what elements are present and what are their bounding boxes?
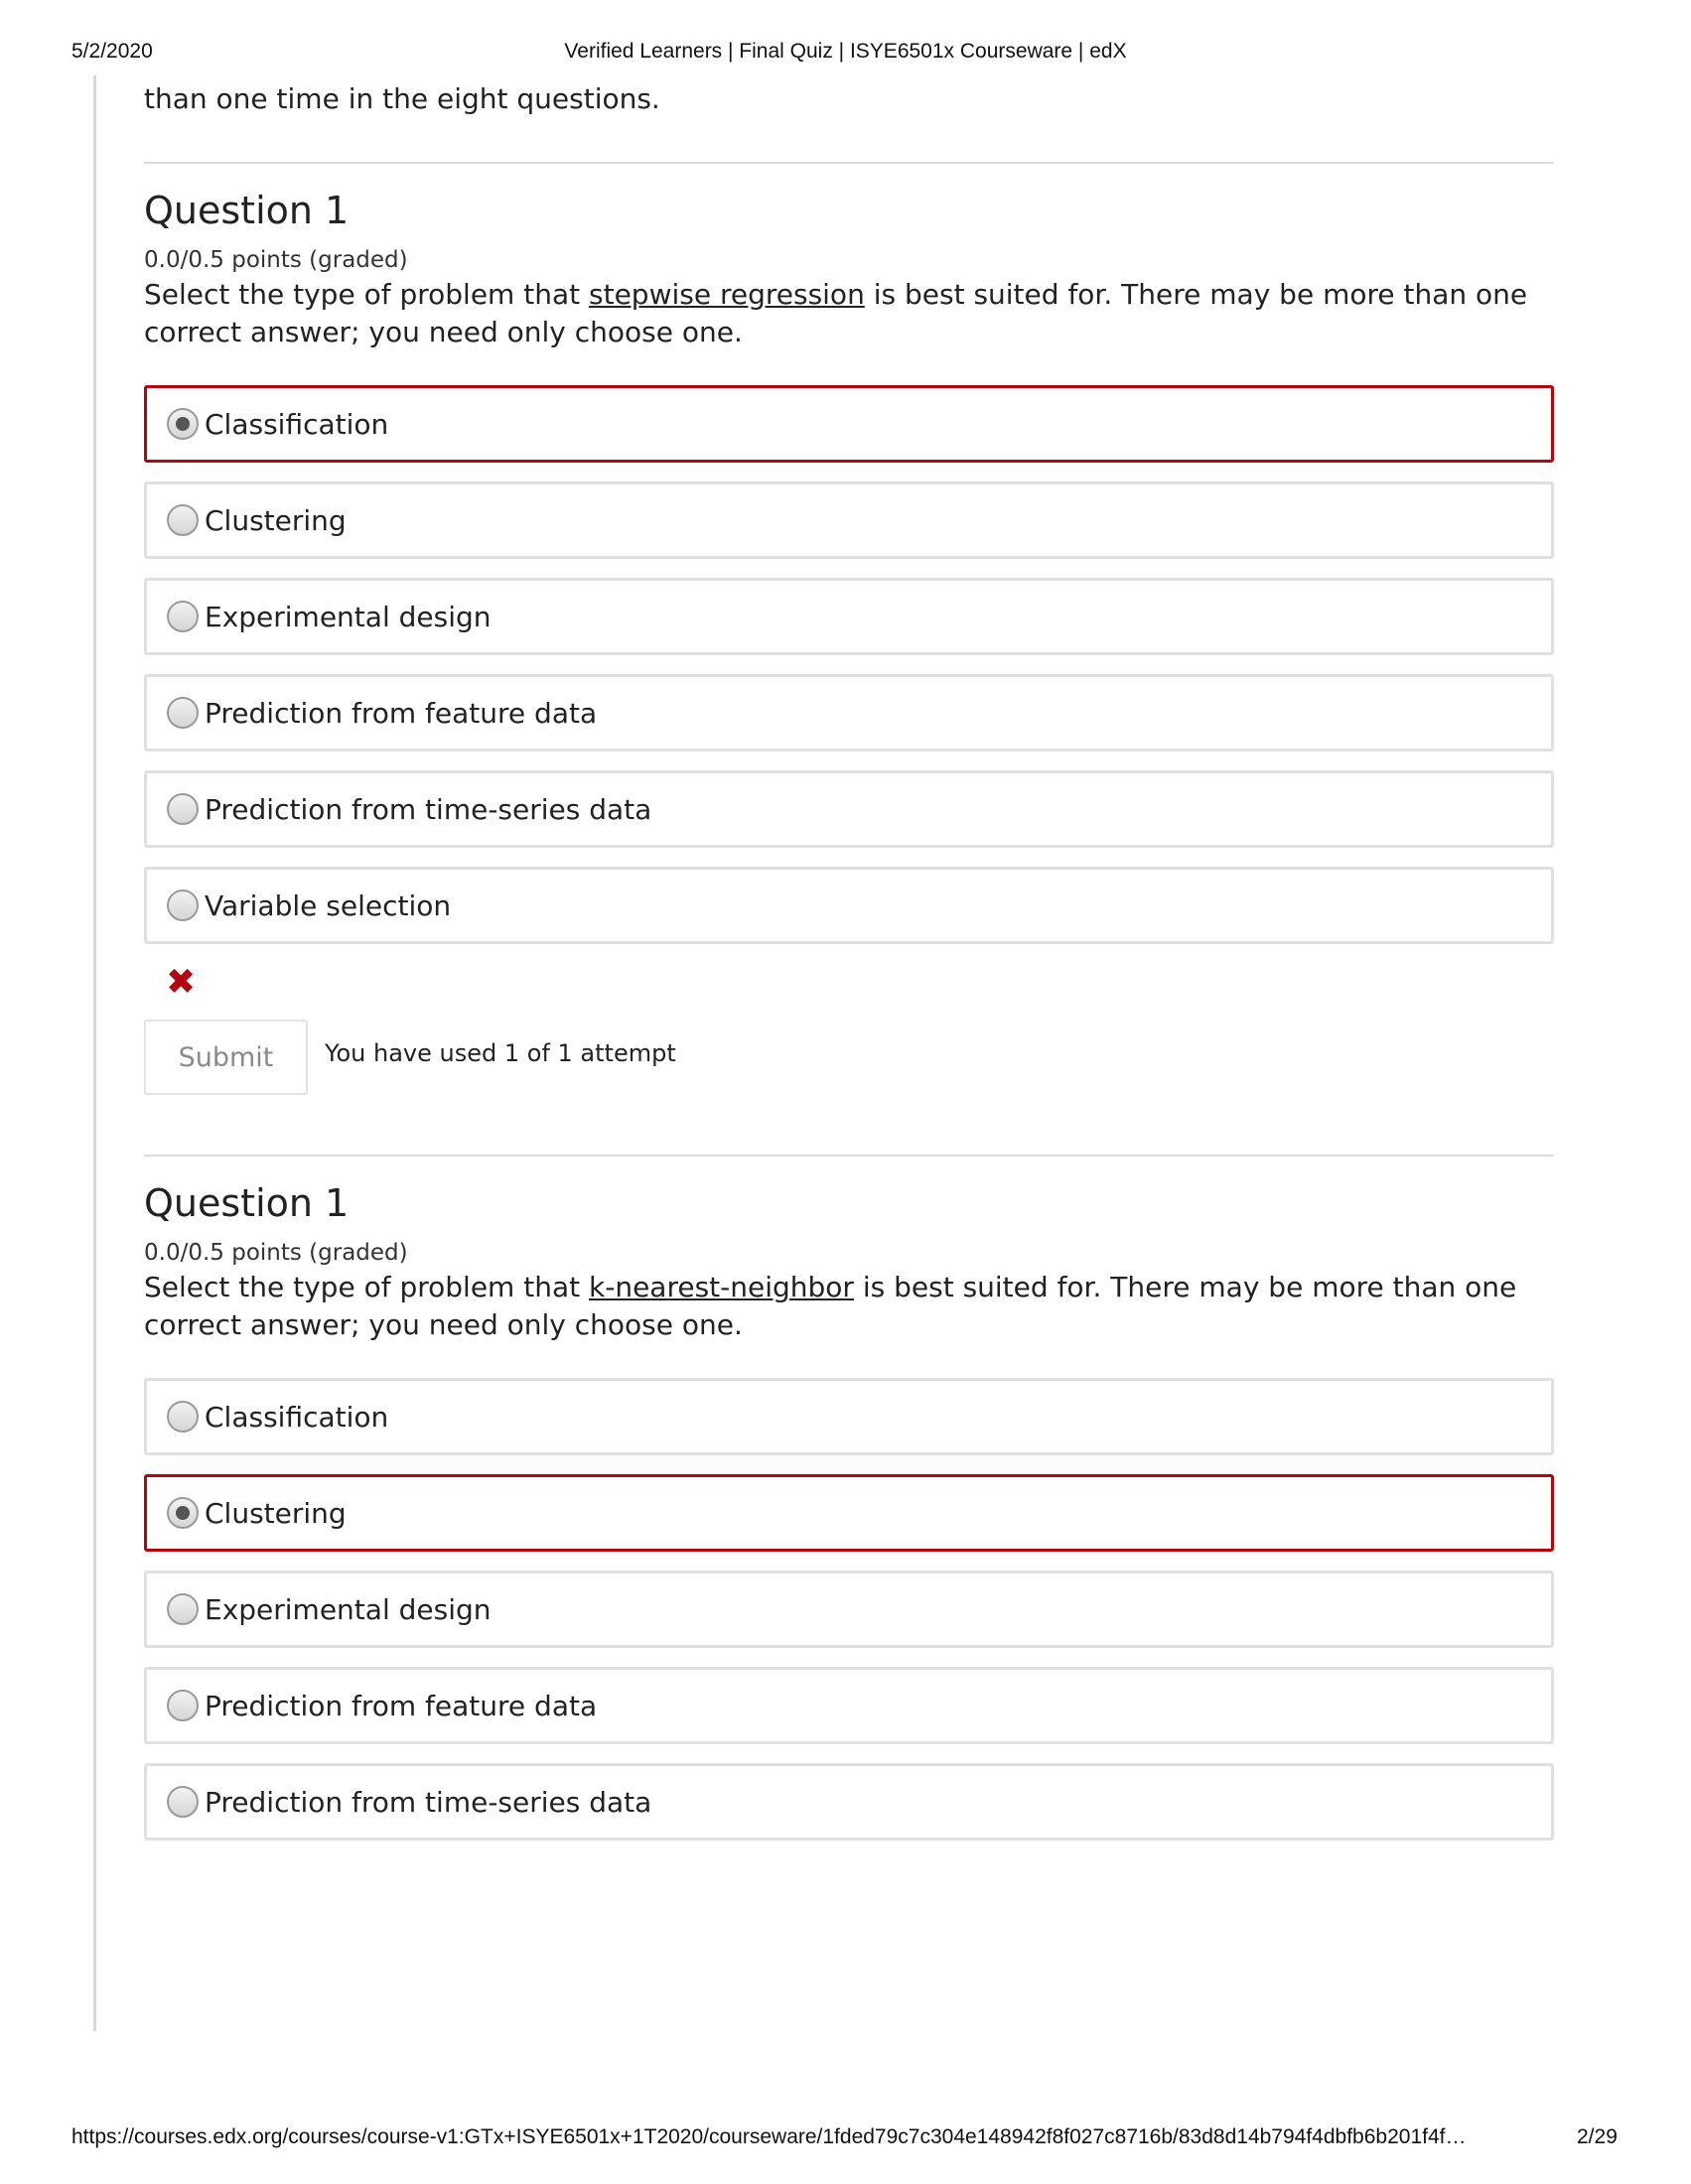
option-label: Prediction from feature data <box>205 696 598 730</box>
prompt-text: is best suited for. There may be more than one correct answer; you need only choose one. <box>144 278 1528 348</box>
question-points: 0.0/0.5 points (graded) <box>144 1240 408 1266</box>
prompt-term: stepwise regression <box>589 278 865 311</box>
option-variable-selection[interactable] <box>144 867 1554 944</box>
prompt-text: is best suited for. There may be more than one correct answer; you need only choose one. <box>144 1271 1517 1341</box>
section-divider <box>144 162 1554 164</box>
question-block <box>144 1179 1554 1841</box>
answer-options <box>144 1378 1554 1841</box>
option-clustering[interactable] <box>144 481 1554 559</box>
option-label: Classification <box>205 407 389 441</box>
question-prompt <box>144 276 1554 351</box>
print-page-number: 2/29 <box>1577 2125 1618 2148</box>
submit-row <box>144 1020 1554 1095</box>
radio-icon[interactable] <box>167 793 199 825</box>
option-label: Classification <box>205 1400 389 1433</box>
radio-icon[interactable] <box>167 697 199 729</box>
attempts-status: You have used 1 of 1 attempt <box>325 1039 676 1067</box>
option-experimental-design[interactable] <box>144 1570 1554 1648</box>
option-label: Prediction from time-series data <box>205 1785 652 1819</box>
question-prompt <box>144 1269 1554 1344</box>
question-block <box>144 187 1554 1095</box>
radio-icon[interactable] <box>167 889 199 921</box>
option-label: Clustering <box>205 1496 347 1530</box>
incorrect-x-icon: ✖ <box>166 962 197 1003</box>
print-date: 5/2/2020 <box>71 40 153 63</box>
submit-button[interactable]: Submit <box>144 1020 308 1095</box>
option-classification[interactable] <box>144 385 1554 463</box>
section-divider <box>144 1155 1554 1157</box>
radio-selected-icon[interactable] <box>167 1497 199 1529</box>
instructions-tail: than one time in the eight questions. <box>144 82 660 115</box>
radio-icon[interactable] <box>167 1593 199 1625</box>
radio-icon[interactable] <box>167 1401 199 1433</box>
option-label: Prediction from feature data <box>205 1689 598 1722</box>
radio-selected-icon[interactable] <box>167 408 199 440</box>
option-label: Clustering <box>205 503 347 537</box>
option-clustering[interactable] <box>144 1474 1554 1552</box>
option-label: Variable selection <box>205 888 452 922</box>
prompt-term: k-nearest-neighbor <box>589 1271 854 1303</box>
option-label: Prediction from time-series data <box>205 792 652 826</box>
print-page-title: Verified Learners | Final Quiz | ISYE6501x Courseware | edX <box>564 40 1127 63</box>
option-label: Experimental design <box>205 1592 492 1626</box>
answer-options <box>144 385 1554 944</box>
radio-icon[interactable] <box>167 1690 199 1721</box>
question-title: Question 1 <box>144 189 350 232</box>
radio-icon[interactable] <box>167 504 199 536</box>
prompt-text: Select the type of problem that <box>144 278 589 311</box>
option-label: Experimental design <box>205 600 492 633</box>
option-prediction-feature-data[interactable] <box>144 674 1554 751</box>
option-prediction-time-series-data[interactable] <box>144 770 1554 848</box>
question-title: Question 1 <box>144 1181 350 1225</box>
print-url: https://courses.edx.org/courses/course-v1:GTx+ISYE6501x+1T2020/courseware/1fded79c7c304e148942f8f027c8716b/83d8d14b794f4dbfb6b201f4f… <box>71 2125 1467 2148</box>
radio-icon[interactable] <box>167 601 199 632</box>
print-header <box>0 40 1691 69</box>
option-experimental-design[interactable] <box>144 578 1554 655</box>
left-rail-divider <box>93 75 96 2031</box>
radio-icon[interactable] <box>167 1786 199 1818</box>
quiz-content <box>144 75 1554 1859</box>
option-prediction-time-series-data[interactable] <box>144 1763 1554 1841</box>
question-points: 0.0/0.5 points (graded) <box>144 247 408 273</box>
option-prediction-feature-data[interactable] <box>144 1667 1554 1744</box>
print-footer <box>0 2125 1691 2155</box>
prompt-text: Select the type of problem that <box>144 1271 589 1303</box>
option-classification[interactable] <box>144 1378 1554 1455</box>
